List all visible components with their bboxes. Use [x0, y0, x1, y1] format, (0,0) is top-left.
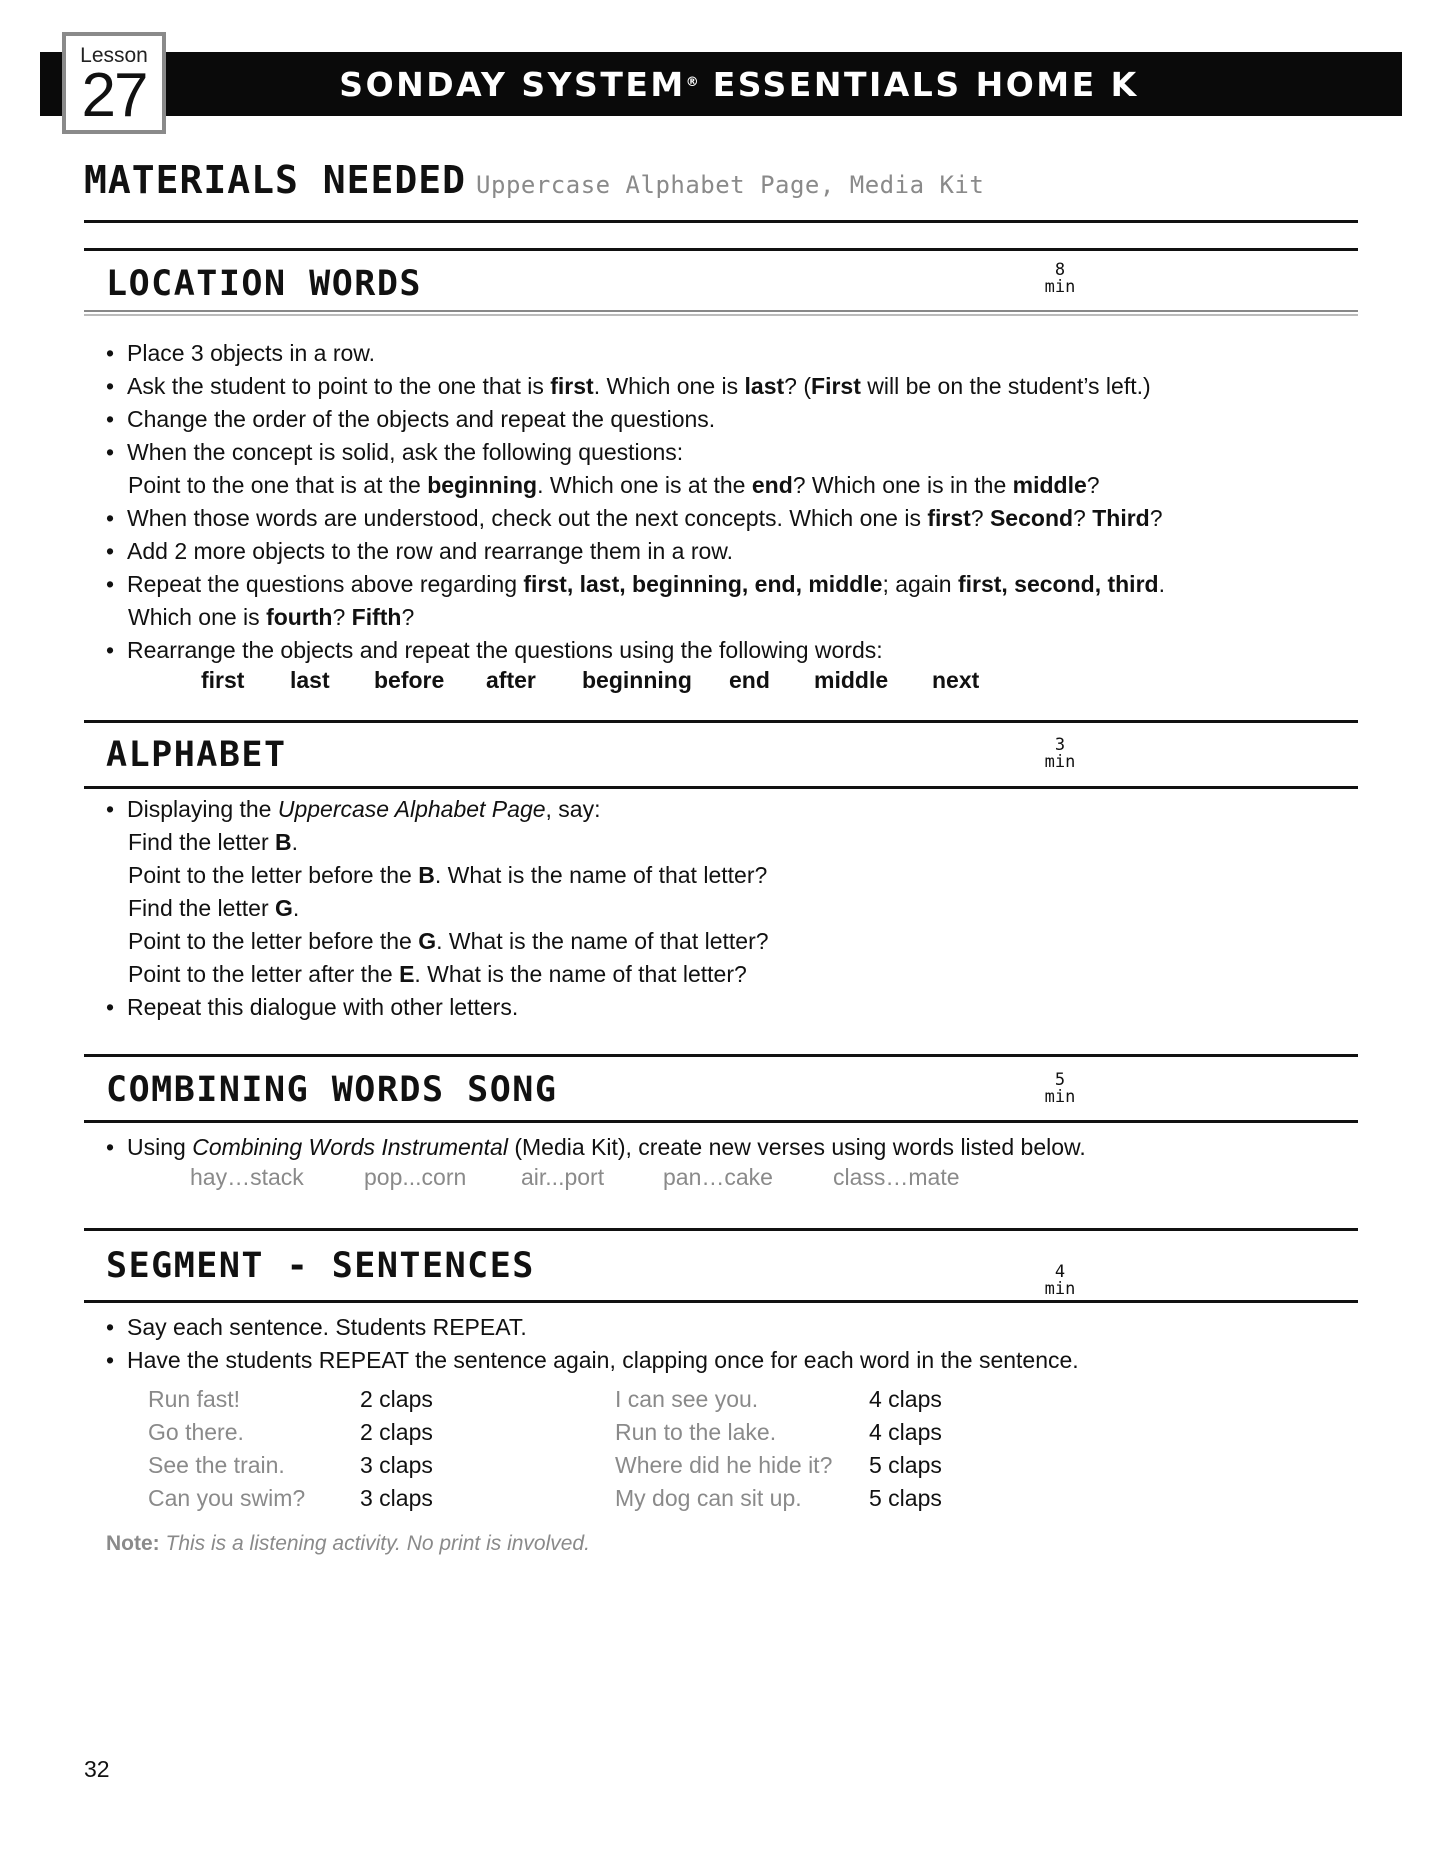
- list-subline: Find the letter B.: [128, 829, 299, 855]
- divider: [84, 786, 1358, 789]
- combining-word: class…mate: [833, 1164, 960, 1190]
- clap-count: 5 claps: [869, 1485, 942, 1511]
- time-value: 8: [1054, 260, 1066, 280]
- divider: [84, 220, 1358, 223]
- location-word: after: [486, 667, 536, 693]
- time-badge: [1030, 262, 1090, 296]
- divider: [84, 314, 1358, 316]
- note-label: Note:: [106, 1532, 160, 1555]
- divider: [84, 720, 1358, 723]
- section-title-location-words: LOCATION WORDS: [106, 264, 423, 304]
- sentence: Go there.: [148, 1419, 244, 1445]
- divider: [84, 310, 1358, 312]
- location-word: middle: [814, 667, 889, 693]
- list-subline: Point to the letter before the B. What is the name of that letter?: [128, 862, 768, 888]
- sentence: I can see you.: [615, 1386, 759, 1412]
- list-item: • Say each sentence. Students REPEAT.: [106, 1311, 1079, 1344]
- lesson-badge: [62, 32, 166, 134]
- location-word: first: [201, 667, 245, 693]
- divider: [84, 248, 1358, 251]
- materials-heading: MATERIALS NEEDED: [84, 158, 467, 202]
- location-words-list: [106, 337, 1165, 667]
- sentence: Run to the lake.: [615, 1419, 777, 1445]
- lesson-number: 27: [81, 61, 147, 130]
- combining-word: pan…cake: [663, 1164, 773, 1190]
- location-word: last: [290, 667, 330, 693]
- time-value: 3: [1054, 735, 1066, 755]
- list-item: • Using Combining Words Instrumental (Media Kit), create new verses using words listed below.: [106, 1131, 1086, 1164]
- time-badge: [1030, 737, 1090, 771]
- sentence: Run fast!: [148, 1386, 241, 1412]
- time-value: 5: [1054, 1070, 1066, 1090]
- list-subline: Which one is fourth? Fifth?: [128, 604, 415, 630]
- materials-list: Uppercase Alphabet Page, Media Kit: [476, 171, 985, 199]
- time-unit: min: [1044, 1279, 1076, 1299]
- section-title-segment-sentences: SEGMENT - SENTENCES: [106, 1246, 535, 1286]
- combining-word: air...port: [521, 1164, 605, 1190]
- location-word: before: [374, 667, 445, 693]
- time-badge: [1030, 1264, 1090, 1298]
- list-subline: Find the letter G.: [128, 895, 300, 921]
- page-title: [166, 52, 1402, 116]
- divider: [84, 1300, 1358, 1303]
- list-item: • Ask the student to point to the one that is first. Which one is last? (First will be on the student’s left.): [106, 370, 1165, 403]
- sentence: Can you swim?: [148, 1485, 306, 1511]
- list-item: • Repeat the questions above regarding first, last, beginning, end, middle; again first, second, third.: [106, 568, 1165, 601]
- clap-count: 2 claps: [360, 1386, 433, 1412]
- combining-word: hay…stack: [190, 1164, 304, 1190]
- materials-needed: [84, 158, 984, 202]
- registered-mark: ®: [685, 75, 699, 90]
- segment-list: [106, 1311, 1079, 1377]
- clap-count: 5 claps: [869, 1452, 942, 1478]
- time-unit: min: [1044, 1087, 1076, 1107]
- combining-word: pop...corn: [364, 1164, 467, 1190]
- location-word: end: [729, 667, 770, 693]
- list-item: • Have the students REPEAT the sentence again, clapping once for each word in the sentence.: [106, 1344, 1079, 1377]
- sentence: See the train.: [148, 1452, 285, 1478]
- clap-count: 4 claps: [869, 1419, 942, 1445]
- combining-list: [106, 1131, 1086, 1164]
- list-item: • Repeat this dialogue with other letters.: [106, 991, 769, 1024]
- title-main: SONDAY SYSTEM: [339, 65, 686, 104]
- time-badge: [1030, 1072, 1090, 1106]
- page-number: 32: [84, 1756, 110, 1782]
- sentence: My dog can sit up.: [615, 1485, 802, 1511]
- title-rest: ESSENTIALS HOME K: [698, 65, 1139, 104]
- list-subline: Point to the letter after the E. What is the name of that letter?: [128, 961, 747, 987]
- list-item: • Rearrange the objects and repeat the questions using the following words:: [106, 634, 1165, 667]
- sentence: Where did he hide it?: [615, 1452, 833, 1478]
- time-unit: min: [1044, 752, 1076, 772]
- section-title-alphabet: ALPHABET: [106, 735, 287, 775]
- list-item: • Displaying the Uppercase Alphabet Page, say:: [106, 793, 769, 826]
- divider: [84, 1054, 1358, 1057]
- time-value: 4: [1054, 1262, 1066, 1282]
- clap-count: 3 claps: [360, 1485, 433, 1511]
- alphabet-list: [106, 793, 769, 1024]
- time-unit: min: [1044, 277, 1076, 297]
- list-item: • Add 2 more objects to the row and rearrange them in a row.: [106, 535, 1165, 568]
- list-item: • When the concept is solid, ask the following questions:: [106, 436, 1165, 469]
- note: [106, 1532, 590, 1556]
- section-title-combining-words-song: COMBINING WORDS SONG: [106, 1070, 558, 1110]
- divider: [84, 1228, 1358, 1231]
- location-word: next: [932, 667, 980, 693]
- list-subline: Point to the one that is at the beginning. Which one is at the end? Which one is in the middle?: [128, 472, 1100, 498]
- divider: [84, 1120, 1358, 1123]
- note-text: This is a listening activity. No print is involved.: [159, 1532, 590, 1555]
- clap-count: 2 claps: [360, 1419, 433, 1445]
- location-word: beginning: [582, 667, 692, 693]
- lesson-label: Lesson: [80, 44, 148, 67]
- list-item: • Change the order of the objects and repeat the questions.: [106, 403, 1165, 436]
- list-subline: Point to the letter before the G. What is the name of that letter?: [128, 928, 769, 954]
- clap-count: 4 claps: [869, 1386, 942, 1412]
- list-item: • When those words are understood, check out the next concepts. Which one is first? Second? Third?: [106, 502, 1165, 535]
- list-item: • Place 3 objects in a row.: [106, 337, 1165, 370]
- clap-count: 3 claps: [360, 1452, 433, 1478]
